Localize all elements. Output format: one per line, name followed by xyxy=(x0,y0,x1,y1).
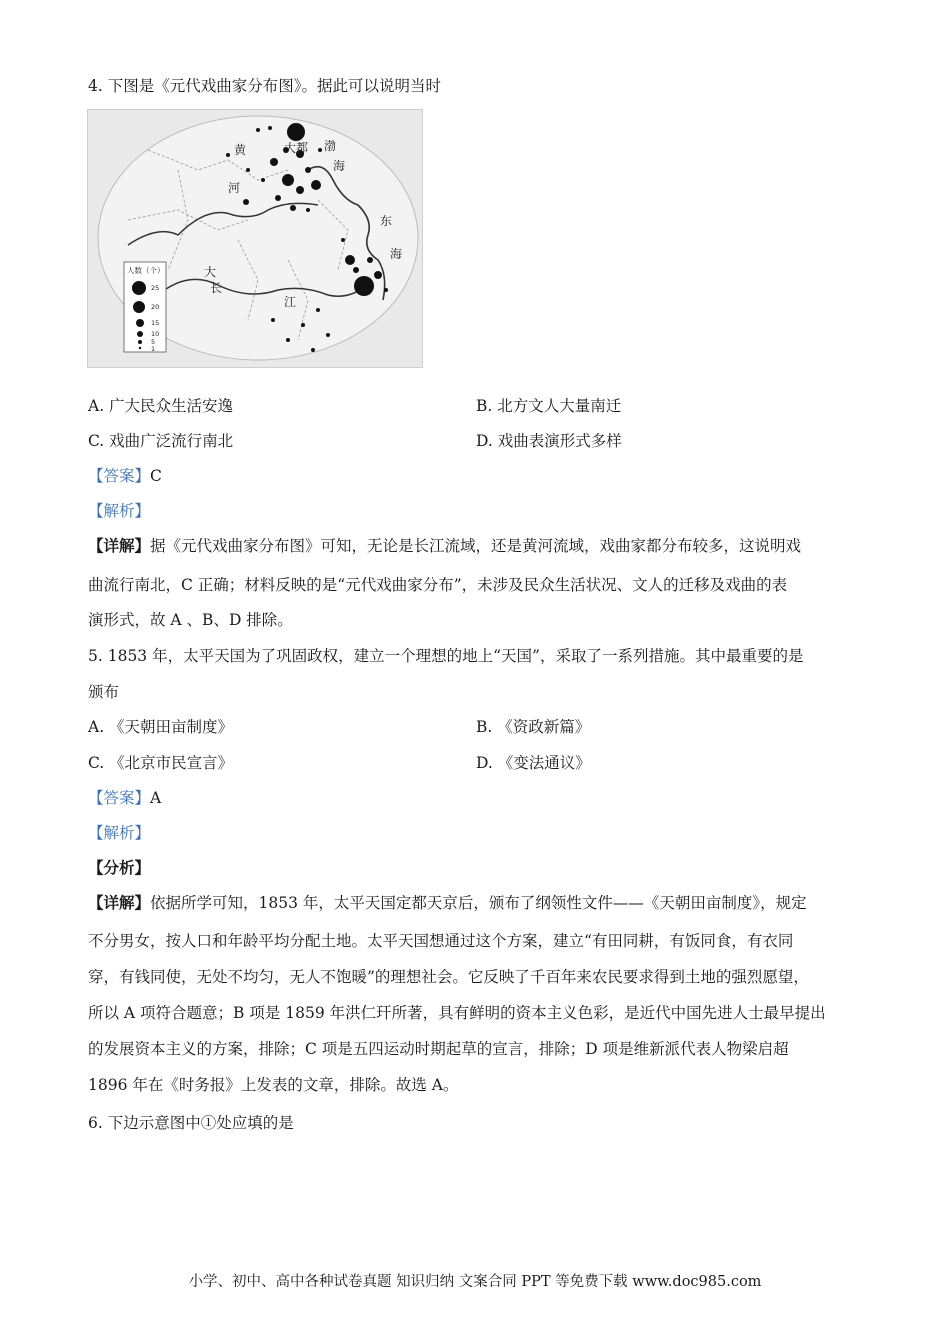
answer-value: C xyxy=(150,467,162,485)
legend-title: 人数（个） xyxy=(127,266,165,275)
legend-20: 20 xyxy=(151,303,160,311)
detail-text: 据《元代戏曲家分布图》可知，无论是长江流域，还是黄河流域，戏曲家都分布较多，这说明戏 xyxy=(150,537,802,555)
q5-analysis-tag: 【解析】 xyxy=(88,824,151,842)
q4-option-b: B. 北方文人大量南迁 xyxy=(476,397,622,415)
q5-stem-line-2: 颁布 xyxy=(88,683,120,701)
q6-stem: 6. 下边示意图中①处应填的是 xyxy=(88,1114,294,1132)
page-footer: 小学、初中、高中各种试卷真题 知识归纳 文案合同 PPT 等免费下载 www.doc985.com xyxy=(188,1274,762,1290)
q4-stem: 4. 下图是《元代戏曲家分布图》。据此可以说明当时 xyxy=(88,77,441,95)
label-bo: 渤 xyxy=(324,139,337,153)
label-he: 河 xyxy=(228,181,241,195)
q5-stem-line-1: 5. 1853 年，太平天国为了巩固政权，建立一个理想的地上“天国”，采取了一系列措施。其中最重要的是 xyxy=(88,647,804,665)
label-da: 大 xyxy=(204,265,217,279)
detail-tag: 【详解】 xyxy=(88,893,151,912)
legend-5: 5 xyxy=(151,338,156,346)
q5-option-c: C. 《北京市民宣言》 xyxy=(88,754,234,772)
q4-detail-line-2: 曲流行南北，C 正确；材料反映的是“元代戏曲家分布”，未涉及民众生活状况、文人的迁移及戏曲的表 xyxy=(88,576,788,594)
q4-analysis-tag: 【解析】 xyxy=(88,502,151,520)
answer-value: A xyxy=(150,789,162,807)
q4-option-c: C. 戏曲广泛流行南北 xyxy=(88,432,234,450)
q5-option-a: A. 《天朝田亩制度》 xyxy=(88,718,234,736)
legend-25: 25 xyxy=(151,284,160,292)
q5-option-d: D. 《变法通议》 xyxy=(476,754,591,772)
q5-answer xyxy=(88,788,161,808)
label-dong: 东 xyxy=(380,214,393,228)
q5-detail-line-1 xyxy=(88,893,807,913)
detail-text: 依据所学可知，1853 年，太平天国定都天京后，颁布了纲领性文件——《天朝田亩制度》，规定 xyxy=(150,894,807,912)
q5-detail-line-6: 1896 年在《时务报》上发表的文章，排除。故选 A。 xyxy=(88,1076,459,1094)
detail-tag: 【详解】 xyxy=(88,536,151,555)
legend-10: 10 xyxy=(151,330,160,338)
q5-detail-line-4: 所以 A 项符合题意；B 项是 1859 年洪仁玕所著，具有鲜明的资本主义色彩，是近代中国先进人士最早提出 xyxy=(88,1004,826,1022)
q5-fenxi-tag: 【分析】 xyxy=(88,858,151,877)
answer-tag: 【答案】 xyxy=(88,467,151,485)
q4-option-a: A. 广大民众生活安逸 xyxy=(88,397,234,415)
label-jiang: 江 xyxy=(284,295,297,309)
label-dadu: 大都 xyxy=(284,141,309,155)
label-hai-north: 海 xyxy=(333,159,346,173)
label-huang: 黄 xyxy=(234,143,247,157)
q5-detail-line-3: 穿，有钱同使，无处不均匀，无人不饱暖”的理想社会。它反映了千百年来农民要求得到土地的强烈愿望， xyxy=(88,968,809,986)
q4-detail-line-3: 演形式，故 A 、B、D 排除。 xyxy=(88,611,293,629)
q5-detail-line-5: 的发展资本主义的方案，排除；C 项是五四运动时期起草的宣言，排除；D 项是维新派代表人物梁启超 xyxy=(88,1040,789,1058)
yuan-dramatist-map xyxy=(87,109,423,368)
map-graphic xyxy=(88,110,422,367)
answer-tag: 【答案】 xyxy=(88,789,151,807)
label-chang: 长 xyxy=(210,281,223,295)
q4-detail-line-1 xyxy=(88,536,801,556)
label-hai-east: 海 xyxy=(390,247,403,261)
q4-answer xyxy=(88,466,162,486)
legend-15: 15 xyxy=(151,319,160,327)
q5-detail-line-2: 不分男女，按人口和年龄平均分配土地。太平天国想通过这个方案，建立“有田同耕，有饭同食，有衣同 xyxy=(88,932,794,950)
q5-option-b: B. 《资政新篇》 xyxy=(476,718,591,736)
map-legend xyxy=(124,262,166,353)
q4-option-d: D. 戏曲表演形式多样 xyxy=(476,432,622,450)
legend-1: 1 xyxy=(151,345,156,353)
